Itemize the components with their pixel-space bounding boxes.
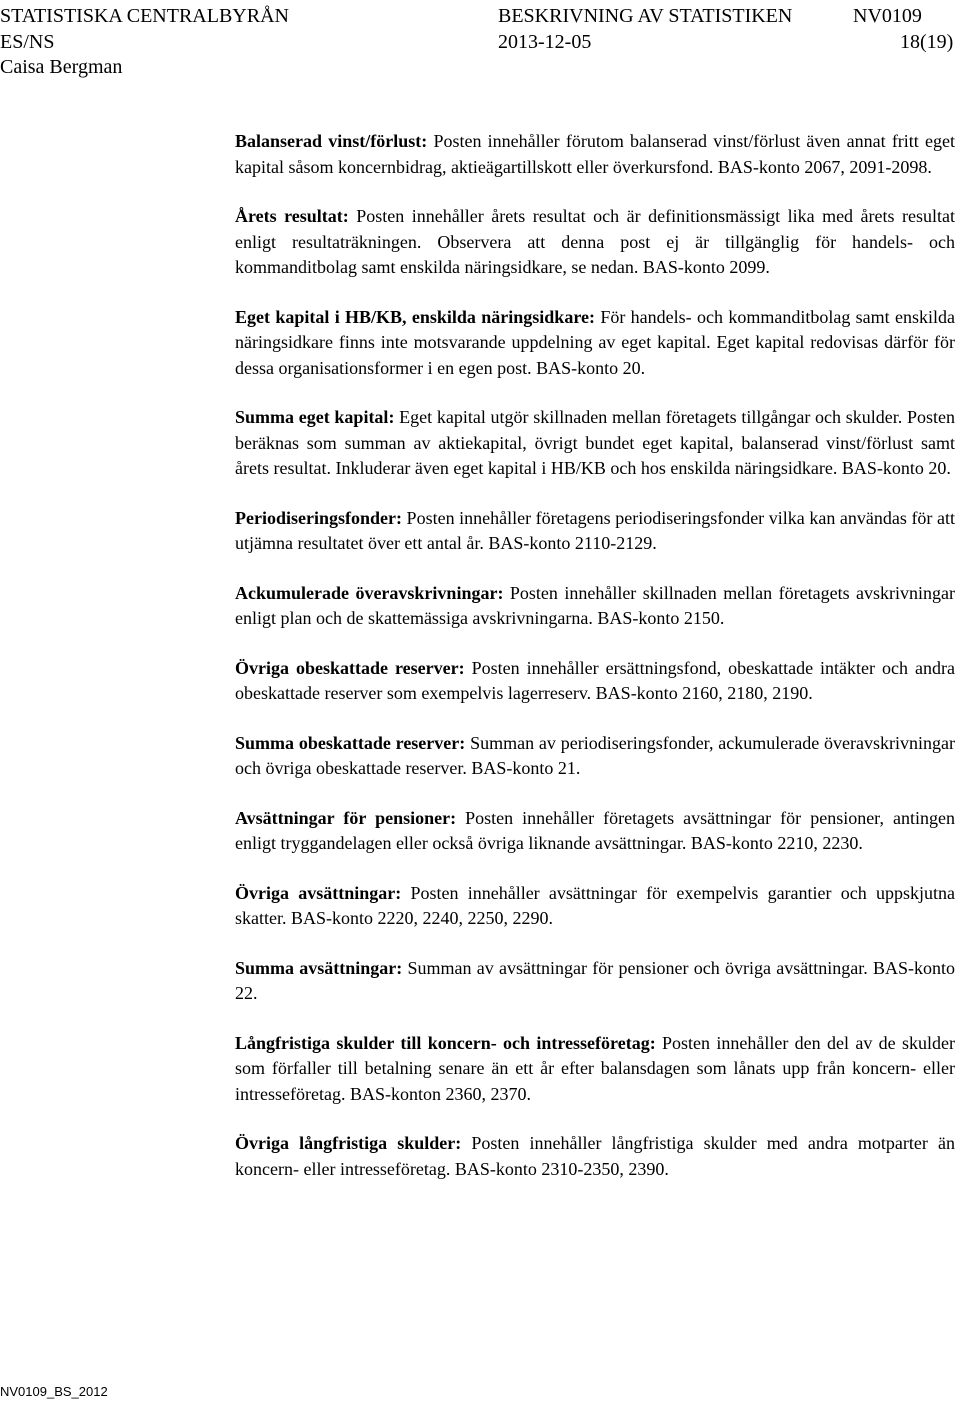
definition-term: Långfristiga skulder till koncern- och intresseföretag: [235, 1032, 656, 1053]
footer-doc-code: NV0109_BS_2012 [0, 1384, 108, 1399]
definition-entry [235, 881, 955, 932]
definition-entry [235, 1031, 955, 1108]
definition-term: Övriga obeskattade reserver: [235, 657, 465, 678]
definition-term: Eget kapital i HB/KB, enskilda näringsidkare: [235, 306, 595, 327]
definition-entry [235, 204, 955, 281]
definition-text: Summan av periodiseringsfonder, ackumulerade överavskrivningar och övriga obeskattade reserver. BAS-konto 21. [235, 732, 955, 778]
header-date: 2013-12-05 [498, 31, 592, 53]
definition-term: Årets resultat: [235, 206, 349, 226]
header-author: Caisa Bergman [0, 56, 123, 78]
definition-term: Avsättningar för pensioner: [235, 807, 457, 828]
header-page-number: 18(19) [900, 31, 954, 53]
definition-text: Posten innehåller företagens periodiseringsfonder vilka kan användas för att utjämna resultatet över ett antal år. BAS-konto 2110-2129. [235, 507, 955, 553]
definition-text: För handels- och kommanditbolag samt enskilda näringsidkare finns inte motsvarande uppdelning av eget kapital. Eget kapital redovisas därför för dessa organisationsformer i en egen post. BAS-konto 20. [235, 306, 956, 378]
definition-text: Posten innehåller ersättningsfond, obeskattade intäkter och andra obeskattade reserver som exempelvis lagerreserv. BAS-konto 2160, 2180, 2190. [235, 657, 956, 703]
definition-text: Summan av avsättningar för pensioner och övriga avsättningar. BAS-konto 22. [235, 957, 956, 1003]
definition-term: Övriga långfristiga skulder: [235, 1133, 462, 1153]
definition-entry [235, 806, 955, 857]
definitions-list [235, 129, 955, 1206]
definition-text: Posten innehåller årets resultat och är definitionsmässigt lika med årets resultat enligt resultaträkningen. Observera att denna post ej är tillgänglig för handels- och kommanditbolag samt enskilda näringsidkare, se nedan. BAS-konto 2099. [235, 206, 955, 277]
header-org: STATISTISKA CENTRALBYRÅN [0, 5, 289, 27]
definition-term: Summa eget kapital: [235, 407, 395, 427]
definition-term: Summa avsättningar: [235, 957, 403, 978]
definition-entry [235, 656, 955, 707]
definition-text: Posten innehåller skillnaden mellan företagets avskrivningar enligt plan och de skattemässiga avskrivningarna. BAS-konto 2150. [235, 582, 956, 628]
definition-entry [235, 506, 955, 557]
definition-text: Posten innehåller långfristiga skulder med andra motparter än koncern- eller intresseföretag. BAS-konto 2310-2350, 2390. [235, 1133, 956, 1179]
definition-text: Posten innehåller företagets avsättningar för pensioner, antingen enligt tryggandelagen eller också övriga liknande avsättningar. BAS-konto 2210, 2230. [235, 807, 955, 853]
definition-entry [235, 1131, 955, 1182]
header-dept: ES/NS [0, 31, 55, 53]
definition-term: Periodiseringsfonder: [235, 507, 402, 528]
definition-text: Eget kapital utgör skillnaden mellan företagets tillgångar och skulder. Posten beräknas som summan av aktiekapital, övrigt bundet eget kapital, balanserad vinst/förlust samt årets resultat. Inkluderar även eget kapital i HB/KB och hos enskilda näringsidkare. BAS-konto 20. [235, 407, 955, 478]
definition-entry [235, 405, 955, 482]
definition-entry [235, 731, 955, 782]
definition-term: Summa obeskattade reserver: [235, 732, 466, 753]
definition-term: Ackumulerade överavskrivningar: [235, 582, 504, 603]
definition-entry [235, 956, 955, 1007]
definition-entry [235, 305, 955, 382]
definition-entry [235, 129, 955, 180]
definition-entry [235, 581, 955, 632]
definition-text: Posten innehåller förutom balanserad vinst/förlust även annat fritt eget kapital såsom koncernbidrag, aktieägartillskott eller överkursfond. BAS-konto 2067, 2091-2098. [235, 131, 955, 177]
header-doc-type: BESKRIVNING AV STATISTIKEN [498, 5, 793, 27]
header-doc-code: NV0109 [853, 5, 922, 27]
definition-term: Balanserad vinst/förlust: [235, 131, 428, 151]
definition-text: Posten innehåller den del av de skulder som förfaller till betalning senare än ett år efter balansdagen som lånats upp från koncern- eller intresseföretag. BAS-konton 2360, 2370. [235, 1032, 955, 1104]
definition-text: Posten innehåller avsättningar för exempelvis garantier och uppskjutna skatter. BAS-konto 2220, 2240, 2250, 2290. [235, 882, 955, 928]
definition-term: Övriga avsättningar: [235, 882, 402, 903]
